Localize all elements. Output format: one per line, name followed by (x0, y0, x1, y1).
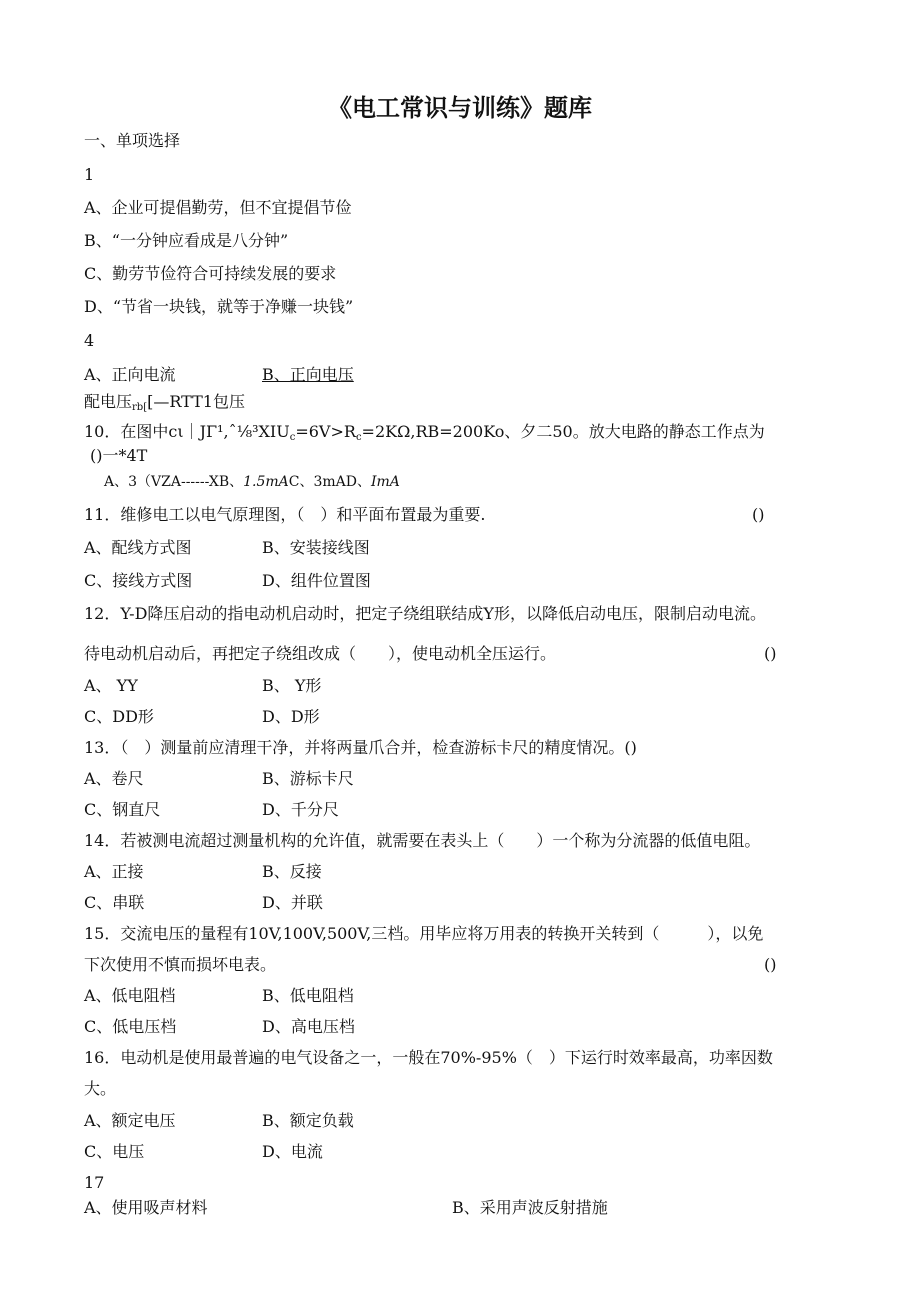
question-15-option-a: A、低电阻档 (84, 986, 176, 1005)
question-10-stem-start: 10．在图中cι｜JΓ¹,ˆ⅛³XIU (84, 422, 290, 441)
question-15-option-c: C、低电压档 (84, 1017, 177, 1036)
question-15-stem-line-1: 15．交流电压的量程有10V,100V,500V,三档。用毕应将万用表的转换开关转到（ ），以免 (84, 924, 764, 943)
question-10-options (104, 472, 400, 492)
question-11-answer-paren: () (752, 505, 765, 524)
question-10-options-d: ImA (371, 474, 400, 490)
question-16-option-c: C、电压 (84, 1142, 145, 1161)
question-1-option-a: A、企业可提倡勤劳，但不宜提倡节俭 (84, 198, 352, 217)
question-4-option-b: B、正向电压 (262, 365, 354, 384)
question-10-options-b: 1.5mA (243, 474, 289, 490)
question-11-option-c: C、接线方式图 (84, 571, 193, 590)
question-12-option-d: D、D形 (262, 707, 320, 726)
question-4-number: 4 (84, 331, 95, 350)
question-14-option-c: C、串联 (84, 893, 145, 912)
question-14-option-b: B、反接 (262, 862, 322, 881)
question-10-subscript-2: c (355, 432, 362, 443)
question-10-line-2: ()一*4T (90, 446, 148, 465)
question-12-stem-line-1: 12．Y-D降压启动的指电动机启动时，把定子绕组联结成Y形，以降低启动电压，限制启动电流。 (84, 604, 766, 623)
question-12-option-b: B、 Y形 (262, 676, 322, 695)
question-15-option-d: D、高电压档 (262, 1017, 355, 1036)
garbled-formula-line (84, 392, 245, 418)
question-15-answer-paren: () (764, 955, 777, 974)
question-11-option-d: D、组件位置图 (262, 571, 371, 590)
document-title: 《电工常识与训练》题库 (328, 94, 592, 122)
question-11-option-b: B、安装接线图 (262, 538, 370, 557)
question-14-stem: 14．若被测电流超过测量机构的允许值，就需要在表头上（ ）一个称为分流器的低值电阻。 (84, 831, 761, 850)
question-1-option-d: D、“节省一块钱，就等于净赚一块钱” (84, 297, 354, 316)
question-10-options-a: A、3（VZA------XB、 (104, 474, 244, 490)
question-13-option-b: B、游标卡尺 (262, 769, 354, 788)
question-4-option-a: A、正向电流 (84, 365, 176, 384)
question-16-option-d: D、电流 (262, 1142, 323, 1161)
section-heading: 一、单项选择 (84, 131, 181, 150)
question-1-option-c: C、勤劳节俭符合可持续发展的要求 (84, 264, 337, 283)
question-12-option-c: C、DD形 (84, 707, 154, 726)
question-13-option-c: C、钢直尺 (84, 800, 161, 819)
question-10-options-c: C、3mAD、 (288, 474, 371, 490)
question-10-subscript-1: c (289, 432, 296, 443)
question-10-stem-end: =2KΩ,RB=200Ko、夕二50。放大电路的静态工作点为 (361, 422, 765, 441)
question-17-number: 17 (84, 1173, 105, 1192)
question-13-option-d: D、千分尺 (262, 800, 339, 819)
question-14-option-d: D、并联 (262, 893, 323, 912)
question-12-answer-paren: () (764, 644, 777, 663)
question-11-stem: 11．维修电工以电气原理图，（ ）和平面布置最为重要. (84, 505, 486, 524)
question-15-stem-line-2: 下次使用不慎而损坏电表。 (84, 955, 277, 974)
question-15-option-b: B、低电阻档 (262, 986, 354, 1005)
question-13-stem: 13．（ ）测量前应清理干净，并将两量爪合并，检查游标卡尺的精度情况。() (84, 738, 637, 757)
question-13-option-a: A、卷尺 (84, 769, 144, 788)
garbled-formula-subscript: rb[ (132, 402, 148, 413)
garbled-formula-text: 配电压 (84, 392, 133, 411)
question-12-stem-line-2: 待电动机启动后，再把定子绕组改成（ ），使电动机全压运行。 (84, 644, 557, 663)
question-16-stem-line-1: 16．电动机是使用最普遍的电气设备之一，一般在70%-95%（ ）下运行时效率最高，功率因数 (84, 1048, 773, 1067)
question-11-option-a: A、配线方式图 (84, 538, 192, 557)
question-16-option-b: B、额定负载 (262, 1111, 354, 1130)
question-16-stem-line-2: 大。 (84, 1079, 117, 1098)
question-17-option-a: A、使用吸声材料 (84, 1198, 208, 1217)
question-10-stem-mid: =6V>R (295, 422, 356, 441)
question-12-option-a: A、 YY (84, 676, 138, 695)
question-17-option-b: B、采用声波反射措施 (452, 1198, 608, 1217)
question-10-stem (84, 422, 765, 448)
question-1-number: 1 (84, 165, 95, 184)
question-1-option-b: B、“一分钟应看成是八分钟” (84, 231, 289, 250)
garbled-formula-tail: [—RTT1包压 (147, 392, 245, 411)
question-16-option-a: A、额定电压 (84, 1111, 176, 1130)
question-14-option-a: A、正接 (84, 862, 144, 881)
